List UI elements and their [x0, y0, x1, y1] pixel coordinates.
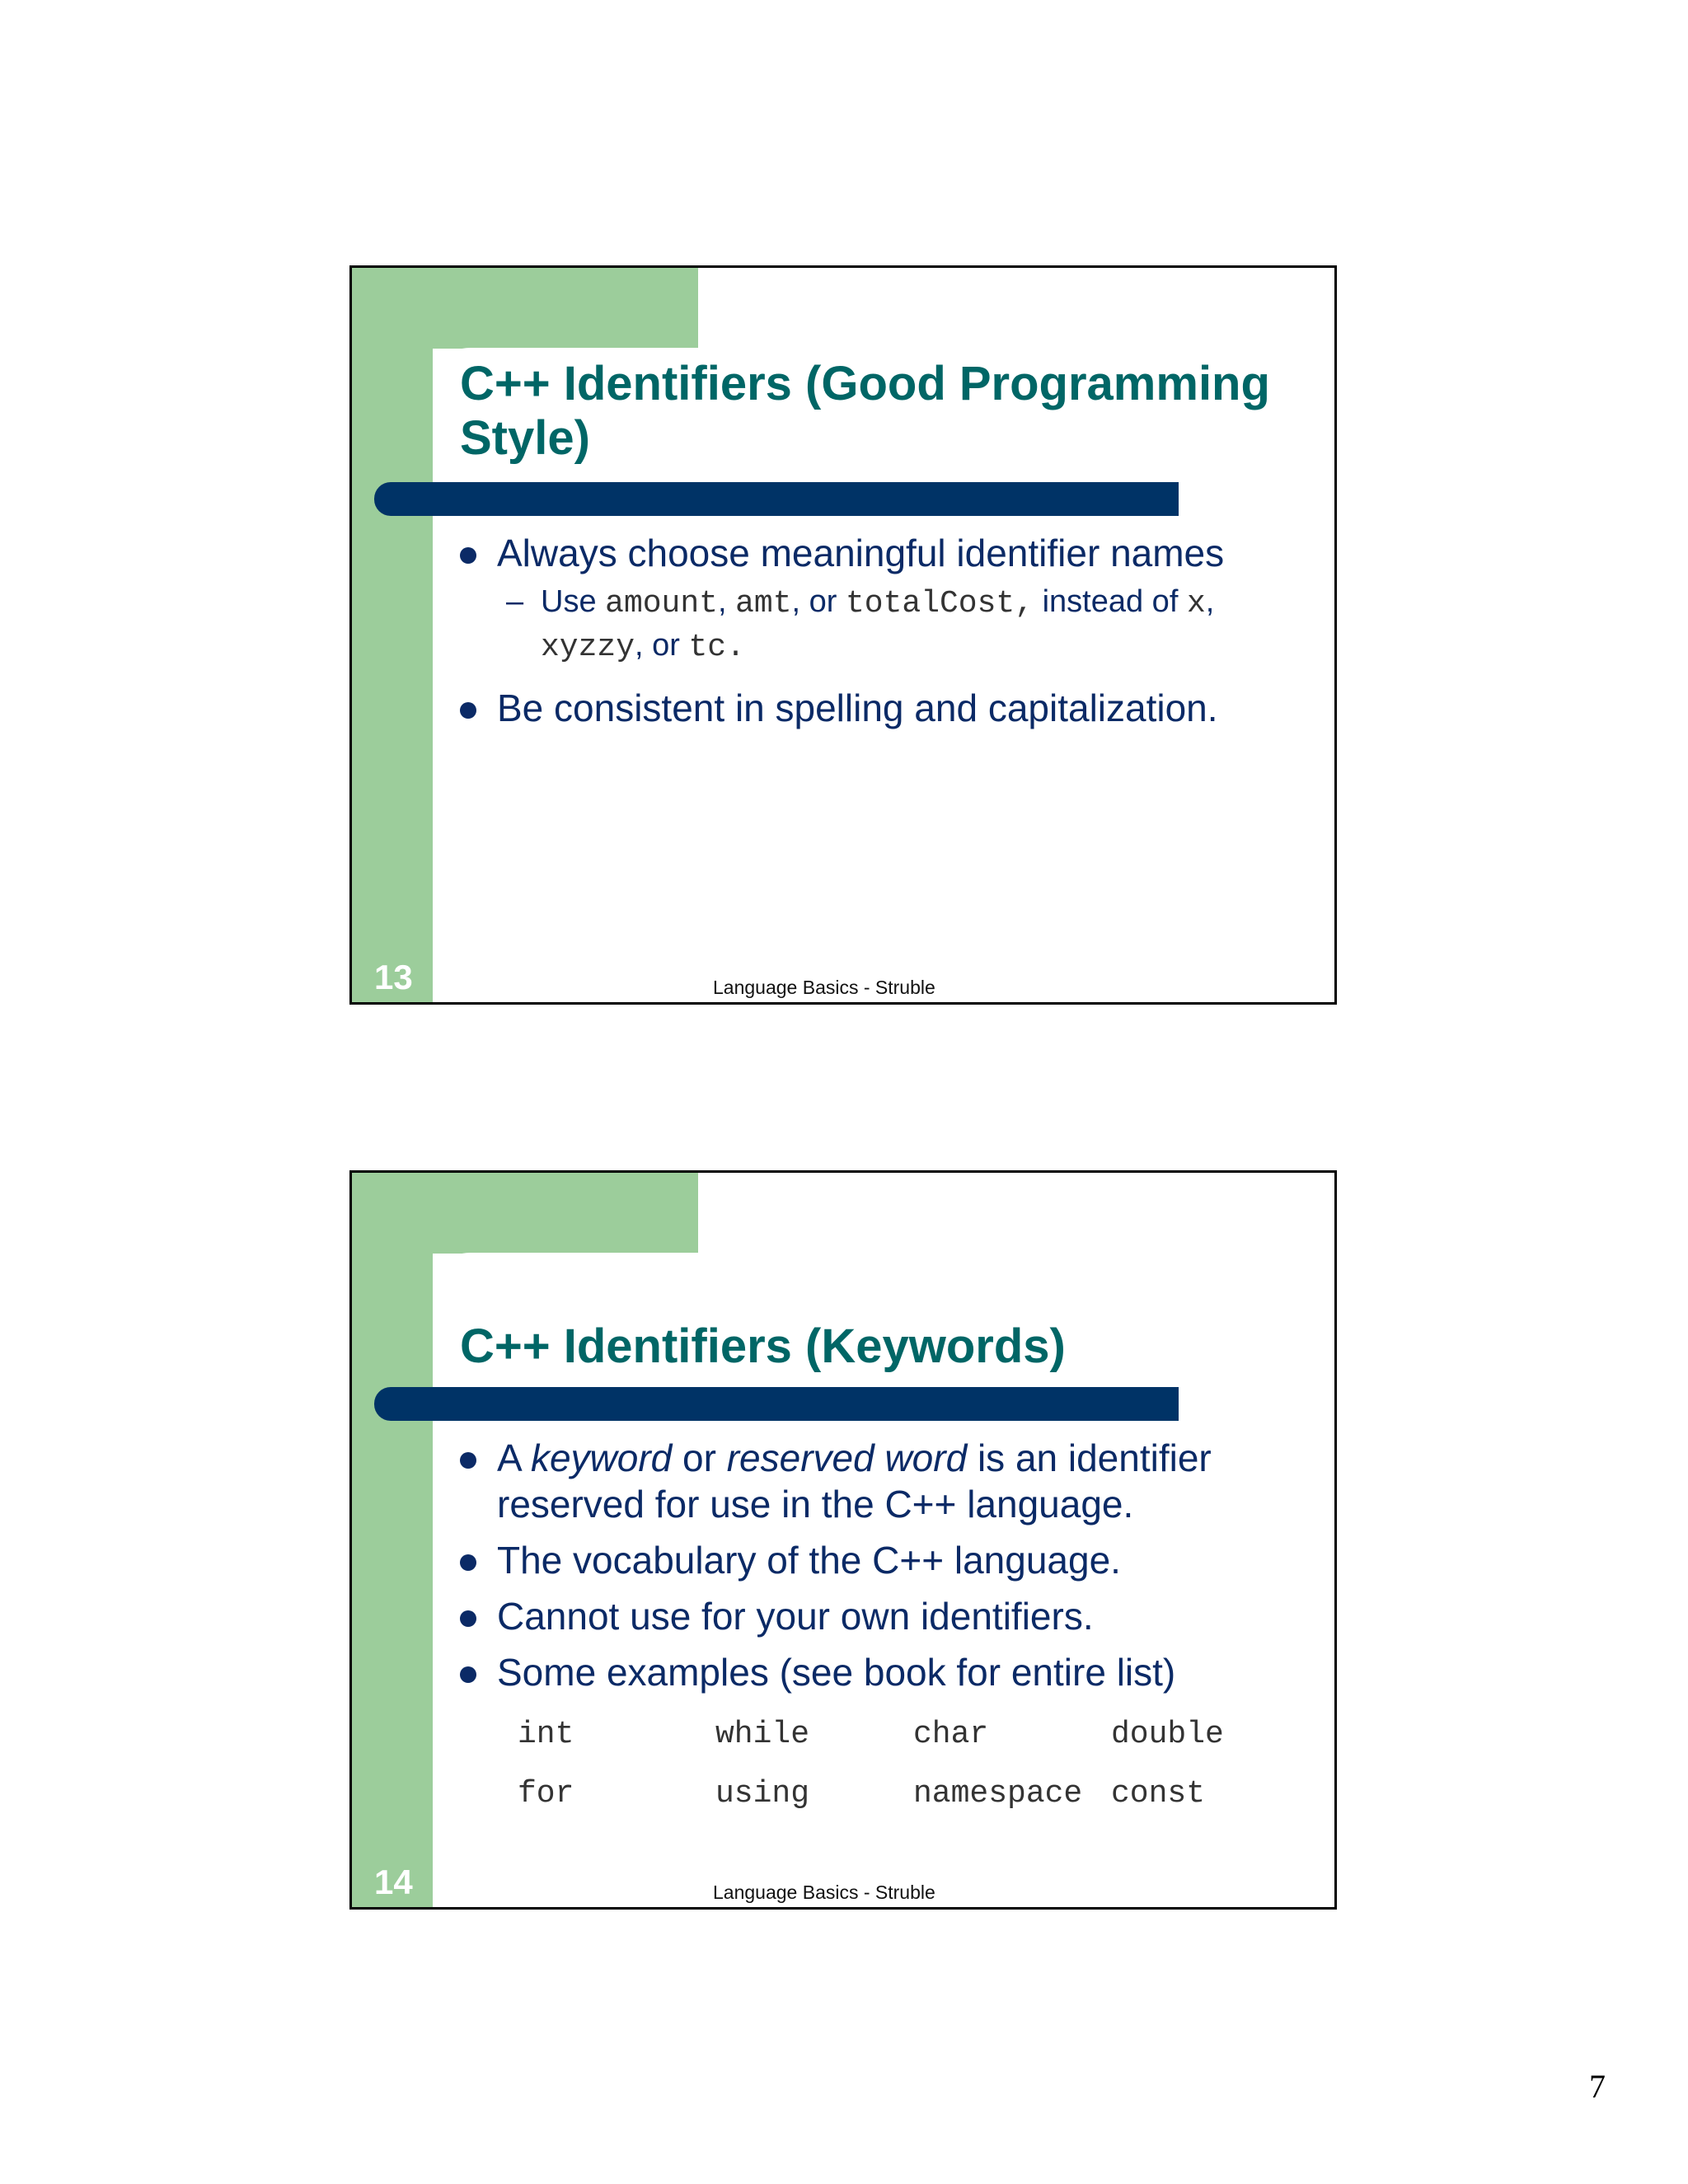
slide-footer: Language Basics - Struble [713, 1882, 935, 1903]
slide-14 [349, 1170, 1337, 1910]
bullet-dot-icon [460, 1610, 476, 1627]
keyword: for [518, 1776, 574, 1811]
slide-footer: Language Basics - Struble [713, 977, 935, 998]
keyword: char [913, 1717, 989, 1752]
slide-content [460, 1435, 1301, 1824]
bullet-item: The vocabulary of the C++ language. [460, 1537, 1301, 1583]
green-side-band [352, 268, 433, 1002]
green-side-band [352, 1173, 433, 1907]
title-underline-bar [374, 1387, 1179, 1421]
dash-icon: – [506, 584, 524, 619]
bullet-dot-icon [460, 1452, 476, 1469]
title-underline-bar [374, 482, 1179, 516]
bullet-dot-icon [460, 547, 476, 564]
bullet-item: Cannot use for your own identifiers. [460, 1593, 1301, 1639]
keyword: double [1111, 1717, 1224, 1752]
keyword: int [518, 1717, 574, 1752]
bullet-item: Always choose meaningful identifier names [460, 530, 1301, 576]
slide-title: C++ Identifiers (Good Programming Style) [460, 357, 1270, 465]
slide-13 [349, 265, 1337, 1005]
bullet-item: A keyword or reserved word is an identifier reserved for use in the C++ language. [460, 1435, 1301, 1527]
keyword: using [715, 1776, 810, 1811]
sub-bullet-item: – Use amount, amt, or totalCost, instead of x, xyzzy, or tc. [460, 581, 1301, 668]
bullet-item: Be consistent in spelling and capitalization. [460, 685, 1301, 731]
slide-number: 13 [374, 958, 413, 996]
keyword: namespace [913, 1776, 1083, 1811]
slide-content [460, 530, 1301, 741]
bullet-dot-icon [460, 702, 476, 719]
keyword-grid [460, 1705, 1301, 1824]
keyword: while [715, 1717, 810, 1752]
bullet-item: Some examples (see book for entire list) [460, 1649, 1301, 1695]
page-number: 7 [1589, 2068, 1606, 2105]
slide-number: 14 [374, 1863, 413, 1901]
bullet-dot-icon [460, 1666, 476, 1683]
keyword: const [1111, 1776, 1206, 1811]
bullet-dot-icon [460, 1554, 476, 1571]
slide-title: C++ Identifiers (Keywords) [460, 1319, 1066, 1373]
